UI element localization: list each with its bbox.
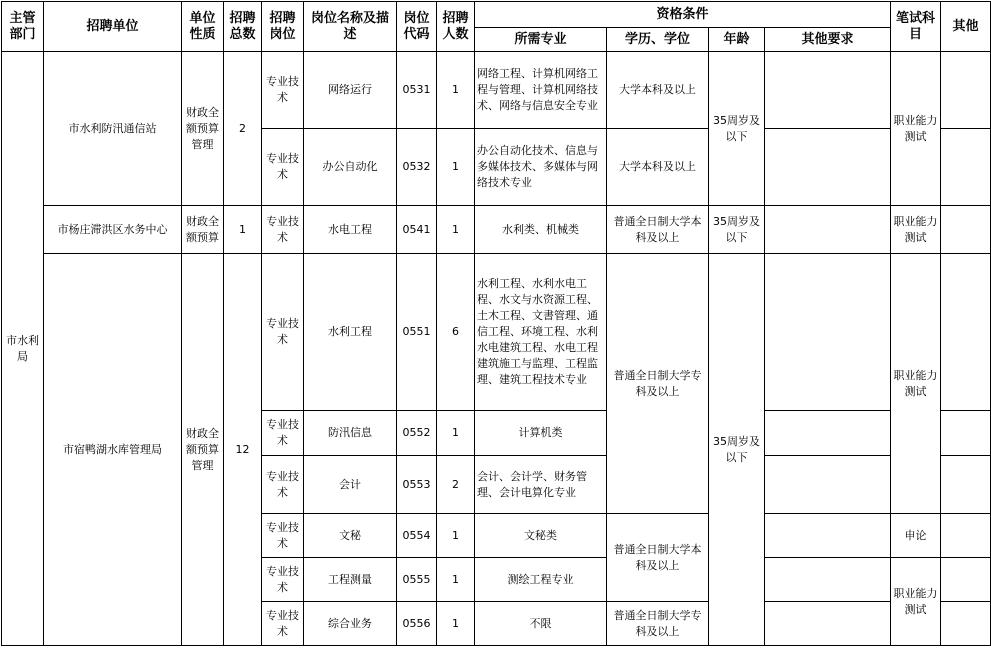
post-code: 0531 [397, 52, 437, 129]
post-count: 2 [437, 456, 475, 514]
post-code: 0555 [397, 558, 437, 602]
post-count: 1 [437, 514, 475, 558]
post-count: 1 [437, 52, 475, 129]
post-count: 1 [437, 206, 475, 254]
other-req-cell [765, 52, 891, 129]
post-type: 专业技术 [262, 456, 304, 514]
header-count: 招聘人数 [437, 2, 475, 52]
post-type: 专业技术 [262, 254, 304, 411]
other-req-cell [765, 254, 891, 411]
post-name: 工程测量 [304, 558, 397, 602]
header-other-req: 其他要求 [765, 28, 891, 52]
post-major: 不限 [475, 602, 607, 646]
post-major: 会计、会计学、财务管理、会计电算化专业 [475, 456, 607, 514]
header-exam: 笔试科目 [891, 2, 941, 52]
header-code: 岗位代码 [397, 2, 437, 52]
unit-nature: 财政全额预算管理 [182, 254, 224, 646]
unit-total: 12 [224, 254, 262, 646]
post-name: 文秘 [304, 514, 397, 558]
exam-cell: 职业能力测试 [891, 52, 941, 206]
post-major: 文秘类 [475, 514, 607, 558]
other-cell [941, 558, 991, 602]
header-post-type: 招聘岗位 [262, 2, 304, 52]
header-dept: 主管部门 [2, 2, 44, 52]
post-major: 计算机类 [475, 411, 607, 456]
post-code: 0551 [397, 254, 437, 411]
header-row-1 [2, 2, 991, 28]
age-cell: 35周岁及以下 [709, 254, 765, 646]
post-major: 网络工程、计算机网络工程与管理、计算机网络技术、网络与信息安全专业 [475, 52, 607, 129]
other-req-cell [765, 558, 891, 602]
post-code: 0532 [397, 129, 437, 206]
dept-cell: 市水利局 [2, 52, 44, 646]
exam-cell: 职业能力测试 [891, 206, 941, 254]
post-count: 1 [437, 129, 475, 206]
post-name: 水电工程 [304, 206, 397, 254]
post-name: 水利工程 [304, 254, 397, 411]
post-count: 1 [437, 411, 475, 456]
post-code: 0541 [397, 206, 437, 254]
header-qualifications: 资格条件 [475, 2, 891, 28]
exam-cell: 职业能力测试 [891, 558, 941, 646]
other-cell [941, 52, 991, 129]
post-edu: 普通全日制大学本科及以上 [607, 206, 709, 254]
header-edu: 学历、学位 [607, 28, 709, 52]
post-major: 测绘工程专业 [475, 558, 607, 602]
post-code: 0556 [397, 602, 437, 646]
other-cell [941, 254, 991, 411]
post-count: 1 [437, 602, 475, 646]
post-edu: 大学本科及以上 [607, 129, 709, 206]
other-req-cell [765, 129, 891, 206]
unit-total: 2 [224, 52, 262, 206]
post-code: 0552 [397, 411, 437, 456]
header-total: 招聘总数 [224, 2, 262, 52]
other-req-cell [765, 206, 891, 254]
header-age: 年龄 [709, 28, 765, 52]
age-cell: 35周岁及以下 [709, 52, 765, 206]
edu-cell: 普通全日制大学本科及以上 [607, 514, 709, 602]
post-count: 6 [437, 254, 475, 411]
header-unit: 招聘单位 [44, 2, 182, 52]
unit-name: 市宿鸭湖水库管理局 [44, 254, 182, 646]
post-edu: 大学本科及以上 [607, 52, 709, 129]
post-code: 0554 [397, 514, 437, 558]
post-type: 专业技术 [262, 206, 304, 254]
table-row [2, 206, 991, 254]
post-type: 专业技术 [262, 558, 304, 602]
age-cell: 35周岁及以下 [709, 206, 765, 254]
post-type: 专业技术 [262, 129, 304, 206]
post-name: 网络运行 [304, 52, 397, 129]
other-req-cell [765, 411, 891, 456]
post-type: 专业技术 [262, 411, 304, 456]
table-row [2, 52, 991, 129]
unit-name: 市水利防汛通信站 [44, 52, 182, 206]
post-name: 综合业务 [304, 602, 397, 646]
post-name: 会计 [304, 456, 397, 514]
post-type: 专业技术 [262, 514, 304, 558]
post-type: 专业技术 [262, 52, 304, 129]
header-major: 所需专业 [475, 28, 607, 52]
header-nature: 单位性质 [182, 2, 224, 52]
other-cell [941, 514, 991, 558]
unit-total: 1 [224, 206, 262, 254]
other-req-cell [765, 456, 891, 514]
post-type: 专业技术 [262, 602, 304, 646]
post-major: 水利类、机械类 [475, 206, 607, 254]
exam-cell: 申论 [891, 514, 941, 558]
recruitment-table [1, 1, 991, 646]
other-cell [941, 129, 991, 206]
header-post-name: 岗位名称及描述 [304, 2, 397, 52]
other-cell [941, 206, 991, 254]
edu-cell: 普通全日制大学专科及以上 [607, 254, 709, 514]
post-major: 办公自动化技术、信息与多媒体技术、多媒体与网络技术专业 [475, 129, 607, 206]
other-req-cell [765, 602, 891, 646]
table-row [2, 254, 991, 411]
post-name: 办公自动化 [304, 129, 397, 206]
post-name: 防汛信息 [304, 411, 397, 456]
unit-nature: 财政全额预算管理 [182, 52, 224, 206]
post-count: 1 [437, 558, 475, 602]
other-cell [941, 602, 991, 646]
post-edu: 普通全日制大学专科及以上 [607, 602, 709, 646]
exam-cell: 职业能力测试 [891, 254, 941, 514]
unit-name: 市杨庄滞洪区水务中心 [44, 206, 182, 254]
post-code: 0553 [397, 456, 437, 514]
post-major: 水利工程、水利水电工程、水文与水资源工程、土木工程、文書管理、通信工程、环境工程、水利水电建筑工程、水电工程建筑施工与监理、工程监理、建筑工程技术专业 [475, 254, 607, 411]
unit-nature: 财政全额预算 [182, 206, 224, 254]
other-cell [941, 456, 991, 514]
other-req-cell [765, 514, 891, 558]
other-cell [941, 411, 991, 456]
header-other: 其他 [941, 2, 991, 52]
